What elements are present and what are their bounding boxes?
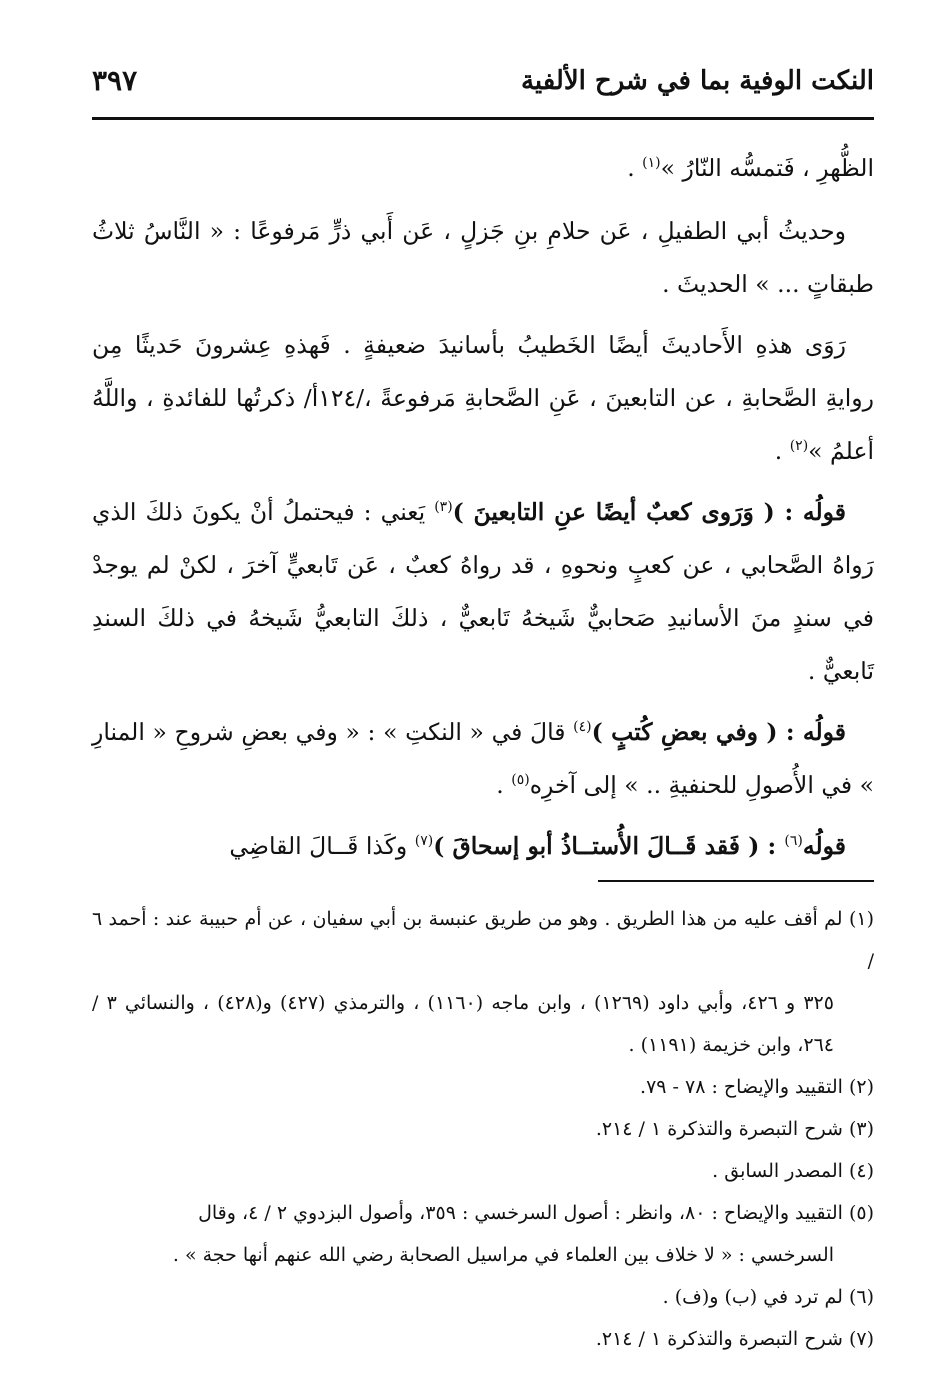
paragraph-4: قولُه : ( وَرَوى كعبٌ أيضًا عنِ التابعينَ )$^{(٣)}$ يَعني : فيحتملُ أنْ يكونَ ذلكَ الذي رَواهُ الصَّحابي ، عن كعبٍ ونحوهِ ، قد رواهُ كعبٌ ، عَن تَابعيٍّ آخرَ ، لكنْ لم يوجدْ في سندٍ منَ الأسانيدِ صَحابيٌّ شَيخهُ تَابعيٌّ ، ذلكَ التابعيُّ شَيخهُ في ذلكَ السندِ تَابعيٌّ .: [92, 498, 874, 685]
paragraph-1: الظُّهرِ ، فَتمسُّه النّارُ »$^{(١)}$ .: [627, 154, 874, 182]
footnote-ref-4: (٤): [573, 719, 592, 736]
main-text: [92, 142, 874, 881]
header-rule: [92, 117, 874, 120]
footnote-ref-6: (٦): [784, 833, 803, 850]
footnote-4: (٤) المصدر السابق .: [712, 1160, 874, 1182]
footnote-1: (١) لم أقف عليه من هذا الطريق . وهو من طريق عنبسة بن أبي سفيان ، عن أم حبيبة عند : أحمد ٦ / ٣٢٥ و ٤٢٦، وأبي داود (١٢٦٩) ، وابن ماجه (١١٦٠) ، والترمذي (٤٢٧) و(٤٢٨) ، والنسائي ٣ / ٢٦٤، وابن خزيمة (١١٩١) .: [92, 908, 874, 1056]
footnote-rule: [598, 880, 874, 882]
paragraph-6: قولُه$^{(٦)}$ : ( فَقد قَــالَ الأُستــاذُ أبو إسحاقَ )$^{(٧)}$ وكَذا قَــالَ القاضِي: [229, 832, 846, 860]
page-number: ٣٩٧: [92, 64, 138, 97]
footnotes: [92, 898, 874, 1360]
footnote-ref-2: (٢): [789, 438, 809, 455]
footnote-ref-1: (١): [642, 155, 661, 172]
footnote-2: (٢) التقييد والإيضاح : ٧٨ - ٧٩.: [640, 1076, 874, 1098]
footnote-ref-7: (٧): [414, 833, 434, 850]
quoted-lemma: ( وفي بعضِ كُتبٍ ): [591, 718, 778, 746]
footnote-5: (٥) التقييد والإيضاح : ٨٠، وانظر : أصول السرخسي : ٣٥٩، وأصول البزدوي ٢ / ٤، وقال السرخسي : « لا خلاف بين العلماء في مراسيل الصحابة رضي الله عنهم أنها حجة » .: [172, 1202, 874, 1266]
footnote-3: (٣) شرح التبصرة والتذكرة ١ / ٢١٤.: [595, 1118, 874, 1140]
quoted-lemma: ( وَرَوى كعبٌ أيضًا عنِ التابعينَ ): [452, 498, 775, 526]
footnote-ref-5: (٥): [511, 772, 530, 789]
quoted-lemma: ( فَقد قَــالَ الأُستــاذُ أبو إسحاقَ ): [433, 832, 760, 860]
footnote-ref-3: (٣): [434, 499, 453, 516]
paragraph-3: رَوَى هذهِ الأَحاديثَ أيضًا الخَطيبُ بأسانيدَ ضعيفةٍ . فَهذهِ عِشرونَ حَديثًا مِن روايةِ الصَّحابةِ ، عن التابعينَ ، عَنِ الصَّحابةِ مَرفوعةً ،/١٢٤أ/ ذكرتُها للفائدةِ ، واللَّهُ أعلمُ »$^{(٢)}$ .: [92, 331, 875, 465]
footnote-7: (٧) شرح التبصرة والتذكرة ١ / ٢١٤.: [595, 1328, 874, 1350]
paragraph-2: وحديثُ أبي الطفيلِ ، عَن حلامِ بنِ جَزلٍ ، عَن أَبي ذرٍّ مَرفوعًا : « النَّاسُ ثلاثُ طبقاتٍ ... » الحديثَ .: [92, 217, 874, 298]
book-title: النكت الوفية بما في شرح الألفية: [520, 66, 874, 96]
paragraph-5: قولُه : ( وفي بعضِ كُتبٍ )$^{(٤)}$ قالَ في « النكتِ » : « وفي بعضِ شروحِ « المنارِ » في الأُصولِ للحنفيةِ .. » إلى آخرِه$^{(٥)}$ .: [92, 718, 874, 799]
running-header: [92, 62, 874, 108]
footnote-6: (٦) لم ترد في (ب) و(ف) .: [662, 1286, 874, 1308]
